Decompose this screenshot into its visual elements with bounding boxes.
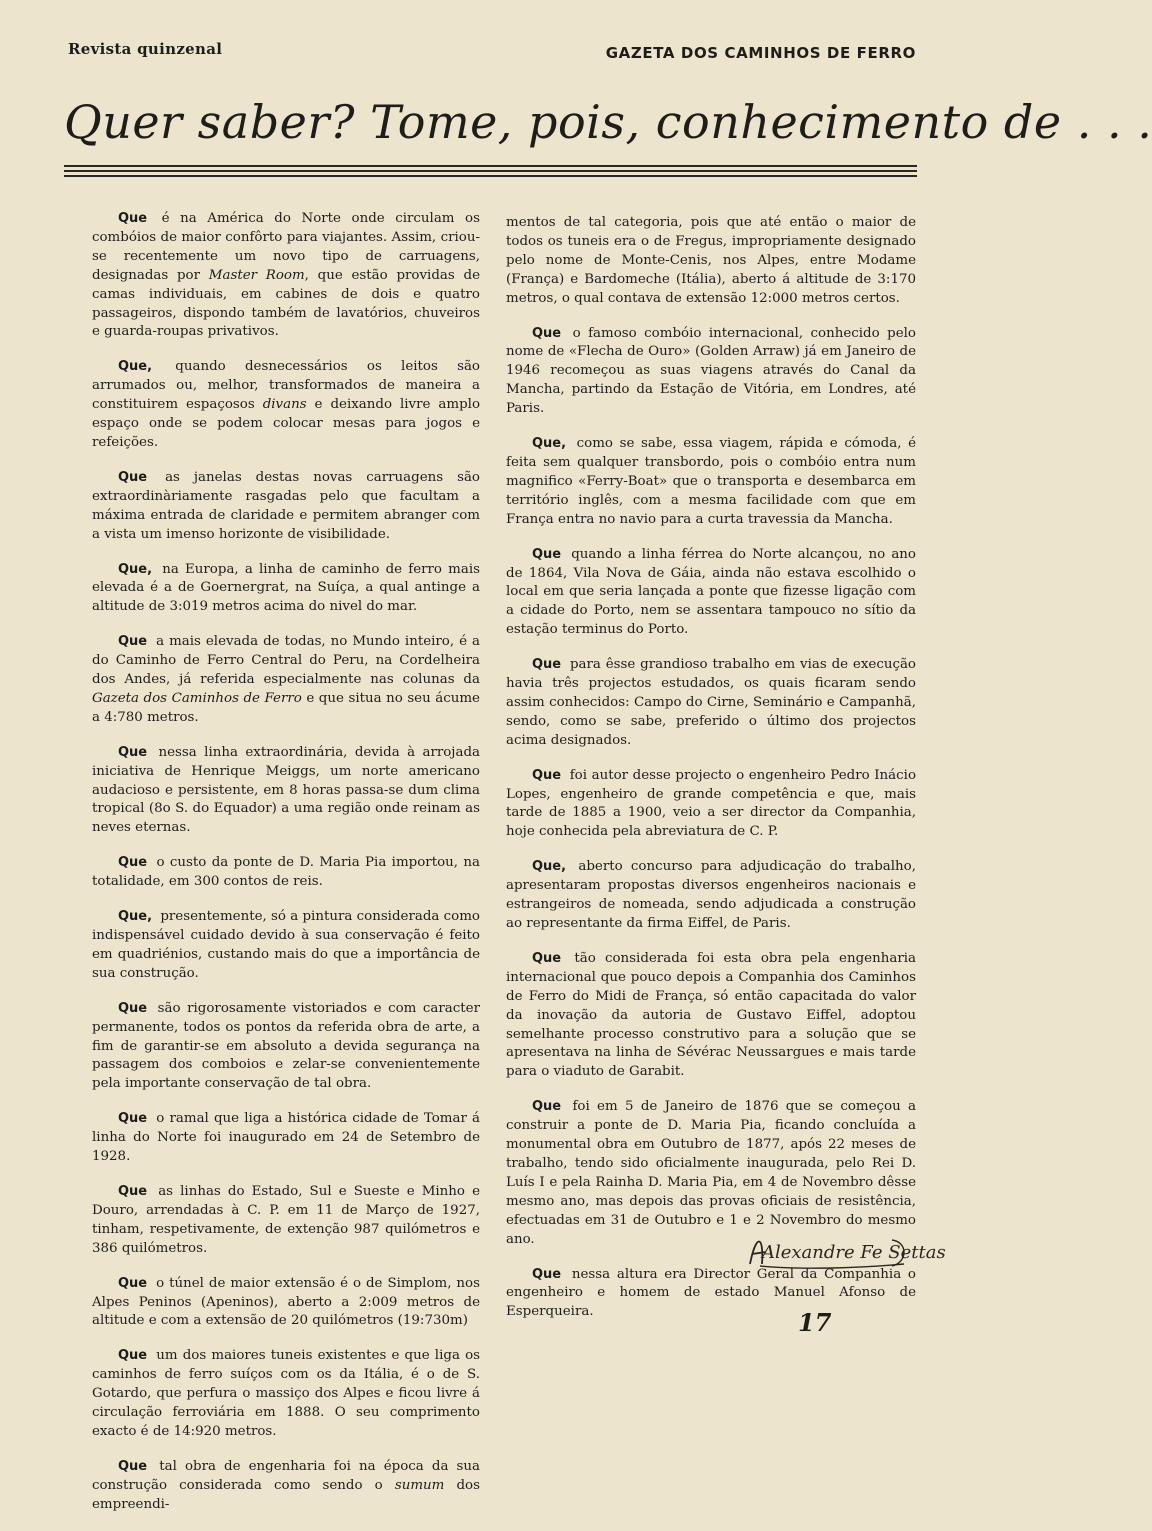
paragraph-text: como se sabe, essa viagem, rápida e cómoda, é feita sem qualquer transbordo, pois o combóio entra num magnifico «Ferry-Boat» que o transporta e desembarca em território inglês, com a mesma facilidade com que em França entra no navio para a curta travessia da Mancha.	[506, 436, 916, 527]
keyword-que: Que,	[532, 859, 567, 875]
keyword-que: Que,	[118, 359, 153, 375]
keyword-que: Que	[118, 1111, 148, 1127]
keyword-que: Que	[118, 1183, 148, 1199]
paragraph-text: o túnel de maior extensão é o de Simplom, nos Alpes Peninos (Apeninos), aberto a 2:009 metros de altitude e com a extensão de 20 quilómetros (19:730m)	[92, 1275, 480, 1329]
paragraph-text: na Europa, a linha de caminho de ferro mais elevada é a de Goernergrat, na Suíça, a qual antinge a altitude de 3:019 metros acima do nivel do mar.	[92, 561, 480, 615]
paragraph	[92, 1347, 480, 1442]
paragraph-text: tão considerada foi esta obra pela engenharia internacional que pouco depois a Companhia dos Caminhos de Ferro do Midi de França, só então capacitada do valor da inovação da autoria de Gustavo Eiffel, adoptou semelhante processo construtivo para a solução que se apresentava na linha de Sévérac Neussargues e mais tarde para o viaduto de Garabit.	[506, 950, 916, 1080]
paragraph	[92, 908, 480, 984]
paragraph	[506, 214, 916, 309]
paragraph-text: nessa altura era Director Geral da Companhia o engenheiro e homem de estado Manuel Afonso de Esperqueira.	[506, 1266, 916, 1320]
header-right: GAZETA DOS CAMINHOS DE FERRO	[605, 44, 916, 62]
paragraph	[92, 633, 480, 728]
paragraph	[92, 358, 480, 453]
paragraph-text: a mais elevada de todas, no Mundo inteiro, é a do Caminho de Ferro Central do Peru, na Cordelheira dos Andes, já referida especialmente nas colunas da	[92, 634, 480, 688]
keyword-que: Que	[118, 1275, 148, 1291]
keyword-que: Que	[118, 1348, 148, 1364]
keyword-que: Que	[532, 546, 562, 562]
paragraph-text: presentemente, só a pintura considerada como indispensável cuidado devido à sua conservação é feito em quadriénios, custando mais do que a importância de sua construção.	[92, 909, 480, 981]
italic-text: divans	[262, 397, 307, 413]
paragraph-text: são rigorosamente vistoriados e com caracter permanente, todos os pontos da referida obra de arte, a fim de garantir-se em absoluto a devida segurança na passagem dos comboios e zelar-se convenientemente pela importante conservação de tal obra.	[92, 1000, 480, 1092]
paragraph	[506, 546, 916, 641]
paragraph-text: nessa linha extraordinária, devida à arrojada iniciativa de Henrique Meiggs, um norte americano audacioso e persistente, em 8 horas passa-se dum clima tropical (8o S. do Equador) a uma região onde reinam as neves eternas.	[92, 744, 480, 836]
keyword-que: Que	[118, 1000, 148, 1016]
page-number: 17	[798, 1308, 832, 1337]
paragraph-text: para êsse grandioso trabalho em vias de execução havia três projectos estudados, os quais ficaram sendo assim conhecidos: Campo do Cirne, Seminário e Campanhã, sendo, como se sabe, preferido o último dos projectos acima designados.	[506, 657, 916, 748]
keyword-que: Que	[532, 325, 562, 341]
paragraph	[92, 1000, 480, 1095]
paragraph-text: as janelas destas novas carruagens são extraordinàriamente rasgadas pelo que facultam a máxima entrada de claridade e permitem abranger com a vista um imenso horizonte de visibilidade.	[92, 469, 480, 542]
paragraph	[506, 1098, 916, 1249]
paragraph	[92, 854, 480, 892]
keyword-que: Que	[118, 211, 148, 226]
keyword-que: Que	[532, 1099, 562, 1115]
paragraph	[506, 435, 916, 530]
paragraph	[92, 210, 480, 342]
paragraph-tail: , que estão providas de camas individuais, em cabines de dois e quatro passageiros, dispondo também de lavatórios, chuveiros e guarda-roupas privativos.	[92, 267, 480, 340]
paragraph	[92, 744, 480, 839]
signature	[742, 1228, 946, 1272]
paragraph-text: tal obra de engenharia foi na época da sua construção considerada como sendo o	[92, 1458, 480, 1493]
keyword-que: Que	[532, 1266, 562, 1282]
paragraph-tail: e deixando livre amplo espaço onde se podem colocar mesas para jogos e refeições.	[92, 397, 481, 450]
title-rule	[64, 165, 917, 177]
right-column	[506, 214, 916, 1338]
paragraph-tail: dos empreendi-	[92, 1477, 480, 1512]
article-title: Quer saber? Tome, pois, conhecimento de . . .	[64, 95, 1152, 149]
paragraph-text: um dos maiores tuneis existentes e que liga os caminhos de ferro suíços com os da Itália, é o de S. Gotardo, que perfura o massiço dos Alpes e ficou livre á circulação ferroviária em 1888. O seu comprimento exacto é de 14:920 metros.	[92, 1348, 480, 1439]
keyword-que: Que,	[118, 909, 153, 925]
paragraph	[92, 1110, 480, 1167]
italic-text: sumum	[394, 1477, 445, 1493]
keyword-que: Que	[532, 657, 562, 673]
keyword-que: Que,	[118, 561, 153, 577]
paragraph	[506, 950, 916, 1082]
paragraph-text: o ramal que liga a histórica cidade de Tomar á linha do Norte foi inaugurado em 24 de Setembro de 1928.	[92, 1111, 480, 1165]
paragraph-text: mentos de tal categoria, pois que até então o maior de todos os tuneis era o de Fregus, impropriamente designado pelo nome de Monte-Cenis, nos Alpes, entre Modame (França) e Bardomeche (Itália), aberto á altitude de 3:170 metros, o qual contava de extensão 12:000 metros certos.	[506, 215, 916, 306]
keyword-que: Que	[532, 767, 562, 783]
paragraph-text: as linhas do Estado, Sul e Sueste e Minho e Douro, arrendadas à C. P. em 11 de Março de 1927, tinham, respetivamente, de extenção 987 quilómetros e 386 quilómetros.	[92, 1183, 480, 1256]
paragraph-text: o custo da ponte de D. Maria Pia importou, na totalidade, em 300 contos de reis.	[92, 855, 480, 890]
paragraph	[506, 656, 916, 751]
paragraph	[92, 1458, 480, 1515]
paragraph	[92, 561, 480, 618]
paragraph	[92, 1275, 480, 1332]
paragraph-text: é na América do Norte onde circulam os combóios de maior confôrto para viajantes. Assim, criou-se recentemente um novo tipo de carruagens, designadas por	[92, 211, 480, 283]
keyword-que: Que	[118, 634, 148, 650]
paragraph	[506, 858, 916, 934]
paragraph	[506, 1266, 916, 1323]
paragraph	[92, 1183, 480, 1259]
paragraph-text: aberto concurso para adjudicação do trabalho, apresentaram propostas diversos engenheiros nacionais e estrangeiros de nomeada, sendo adjudicada a construção ao representante da firma Eiffel, de Paris.	[506, 859, 916, 931]
paragraph-text: quando desnecessários os leitos são arrumados ou, melhor, transformados de maneira a constituirem espaçosos	[92, 359, 480, 413]
paragraph-text: o famoso combóio internacional, conhecido pelo nome de «Flecha de Ouro» (Golden Arraw) já em Janeiro de 1946 recomeçou as suas viagens através do Canal da Mancha, partindo da Estação de Vitória, em Londres, até Paris.	[506, 325, 916, 417]
paragraph	[506, 767, 916, 843]
paragraph	[92, 469, 480, 545]
keyword-que: Que	[118, 469, 148, 485]
keyword-que: Que	[118, 1458, 148, 1474]
paragraph	[506, 325, 916, 420]
signature-text: Alexandre Fe Settas	[762, 1242, 946, 1263]
keyword-que: Que	[118, 855, 148, 871]
paragraph-text: foi em 5 de Janeiro de 1876 que se começou a construir a ponte de D. Maria Pia, ficando concluída a monumental obra em Outubro de 1877, após 22 meses de trabalho, tendo sido oficialmente inaugurada, pelo Rei D. Luís I e pela Rainha D. Maria Pia, em 4 de Novembro dêsse mesmo ano, mas depois das provas oficiais de resistência, efectuadas em 31 de Outubro e 1 e 2 Novembro do mesmo ano.	[506, 1099, 916, 1247]
italic-text: Gazeta dos Caminhos de Ferro	[92, 690, 302, 706]
paragraph-text: quando a linha férrea do Norte alcançou, no ano de 1864, Vila Nova de Gáia, ainda não estava escolhido o local em que seria lançada a ponte que fizesse ligação com a cidade do Porto, nem se assentara tampouco no sítio da estação terminus do Porto.	[506, 546, 916, 638]
left-column	[92, 210, 480, 1531]
header-left: Revista quinzenal	[68, 40, 223, 58]
keyword-que: Que	[118, 744, 148, 760]
italic-text: Master Room	[208, 267, 305, 283]
keyword-que: Que,	[532, 436, 567, 452]
paragraph-text: foi autor desse projecto o engenheiro Pedro Inácio Lopes, engenheiro de grande competência e que, mais tarde de 1885 a 1900, veio a ser director da Companhia, hoje conhecida pela abreviatura de C. P.	[506, 767, 916, 840]
paragraph-tail: e que situa no seu ácume a 4:780 metros.	[92, 690, 480, 725]
keyword-que: Que	[532, 950, 562, 966]
